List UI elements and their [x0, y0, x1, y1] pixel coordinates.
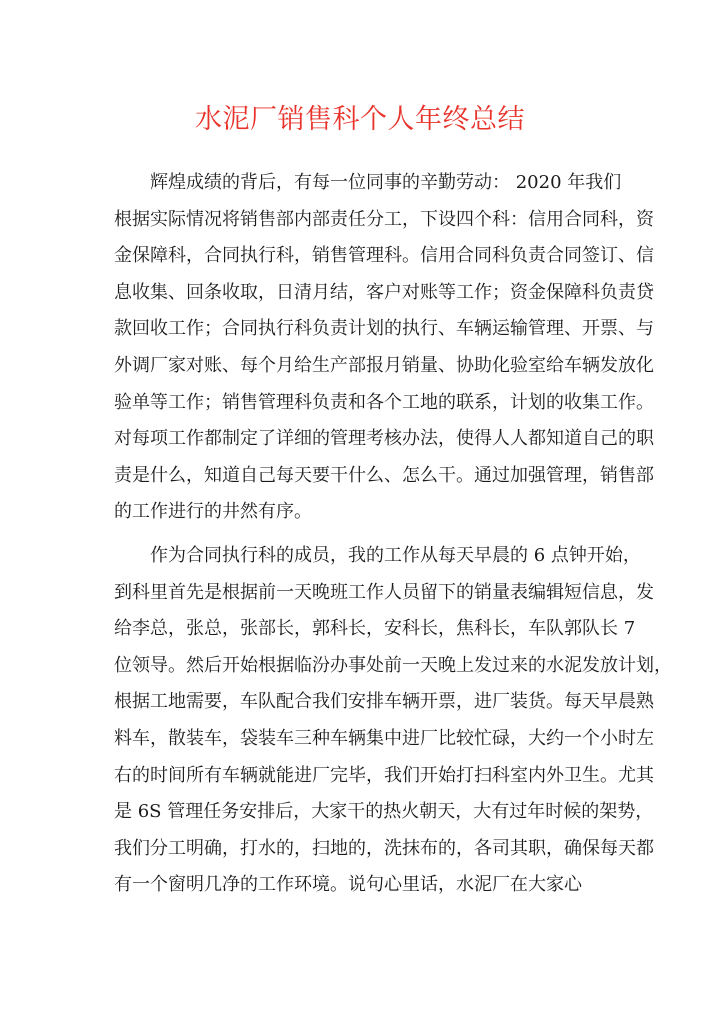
paragraph-line: 到科里首先是根据前一天晚班工作人员留下的销量表编辑短信息，发: [114, 581, 654, 603]
paragraph-line: 有一个窗明几净的工作环境。说句心里话，水泥厂在大家心: [114, 874, 582, 896]
paragraph-line: 位领导。然后开始根据临汾办事处前一天晚上发过来的水泥发放计划，: [114, 654, 672, 676]
paragraph-line: 外调厂家对账、每个月给生产部报月销量、协助化验室给车辆发放化: [114, 354, 654, 376]
paragraph-line: 我们分工明确，打水的，扫地的，洗抹布的，各司其职，确保每天都: [114, 837, 654, 859]
paragraph-line: 对每项工作都制定了详细的管理考核办法，使得人人都知道自己的职: [114, 428, 654, 450]
paragraph-line: 给李总，张总，张部长，郭科长，安科长，焦科长，车队郭队长 7: [114, 618, 636, 640]
paragraph-line: 息收集、回条收取，日清月结，客户对账等工作；资金保障科负责贷: [114, 281, 654, 303]
paragraph-line: 根据工地需要，车队配合我们安排车辆开票，进厂装货。每天早晨熟: [114, 691, 654, 713]
paragraph-2: [114, 538, 672, 904]
paragraph-1: [114, 165, 654, 531]
paragraph-line: 作为合同执行科的成员，我的工作从每天早晨的 6 点钟开始，: [150, 545, 641, 566]
paragraph-line: 款回收工作；合同执行科负责计划的执行、车辆运输管理、开票、与: [114, 318, 654, 340]
document-title: 水泥厂销售科个人年终总结: [195, 104, 525, 135]
paragraph-line: 辉煌成绩的背后，有每一位同事的辛勤劳动： 2020 年我们: [150, 172, 622, 193]
paragraph-line: 验单等工作；销售管理科负责和各个工地的联系，计划的收集工作。: [114, 391, 654, 413]
paragraph-line: 的工作进行的井然有序。: [114, 501, 312, 523]
paragraph-line: 金保障科，合同执行科，销售管理科。信用合同科负责合同签订、信: [114, 245, 654, 267]
paragraph-line: 是 6S 管理任务安排后，大家干的热火朝天，大有过年时候的架势，: [114, 801, 654, 823]
paragraph-line: 料车，散装车，袋装车三种车辆集中进厂比较忙碌，大约一个小时左: [114, 727, 654, 749]
paragraph-line: 根据实际情况将销售部内部责任分工，下设四个科：信用合同科，资: [114, 208, 654, 230]
paragraph-line: 右的时间所有车辆就能进厂完毕，我们开始打扫科室内外卫生。尤其: [114, 764, 654, 786]
paragraph-line: 责是什么，知道自己每天要干什么、怎么干。通过加强管理，销售部: [114, 464, 654, 486]
